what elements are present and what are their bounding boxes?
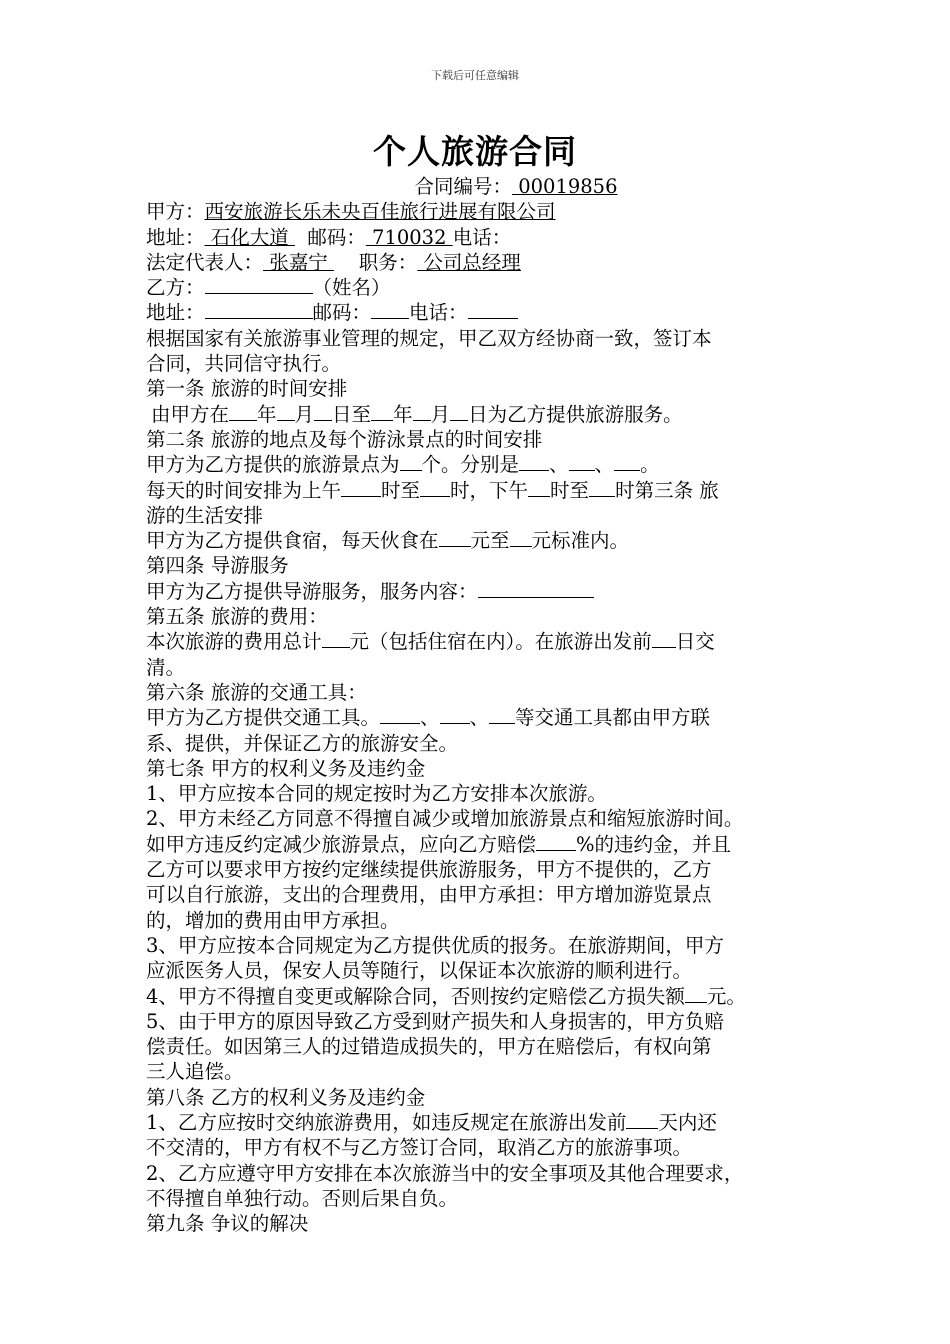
party-a-rep: 张嘉宁 bbox=[263, 250, 334, 274]
blank[interactable] bbox=[589, 478, 615, 497]
article-1-text: 年 bbox=[393, 402, 413, 426]
party-a-address: 石化大道 bbox=[204, 225, 295, 249]
blank[interactable] bbox=[519, 452, 549, 471]
article-2-text: 个。分别是 bbox=[421, 453, 520, 477]
party-b-address-blank[interactable] bbox=[205, 300, 313, 319]
article-2-text: 、 bbox=[594, 453, 615, 477]
article-6-text: 甲方为乙方提供交通工具。 bbox=[146, 706, 381, 730]
blank[interactable] bbox=[626, 1110, 658, 1129]
party-b-postcode-label: 邮码： bbox=[312, 301, 372, 325]
article-8-text: 天内还 bbox=[658, 1110, 717, 1134]
contract-number-line bbox=[146, 174, 826, 199]
article-6-text: 、 bbox=[469, 706, 490, 730]
party-a-address-label: 地址： bbox=[146, 225, 205, 249]
article-4-line bbox=[146, 579, 826, 604]
article-6-text: 、 bbox=[420, 706, 440, 730]
party-b-line bbox=[146, 275, 826, 300]
article-7-text: %的违约金，并且 bbox=[576, 832, 732, 856]
party-a-rep-label: 法定代表人： bbox=[146, 250, 264, 274]
party-b-label: 乙方： bbox=[146, 276, 205, 300]
header-note: 下载后可任意编辑 bbox=[431, 69, 519, 82]
blank[interactable] bbox=[450, 402, 468, 421]
blank[interactable] bbox=[413, 402, 431, 421]
blank[interactable] bbox=[510, 528, 532, 547]
blank[interactable] bbox=[569, 452, 595, 471]
article-8-title: 第八条 乙方的权利义务及违约金 bbox=[146, 1085, 426, 1109]
blank[interactable] bbox=[400, 452, 422, 471]
article-1-title: 第一条 旅游的时间安排 bbox=[146, 377, 348, 401]
article-2-line-2 bbox=[146, 478, 826, 503]
article-7-item: 应派医务人员，保安人员等随行，以保证本次旅游的顺利进行。 bbox=[146, 959, 693, 983]
article-1-line bbox=[146, 402, 826, 427]
article-6-line-1 bbox=[146, 705, 826, 730]
article-7-item: 乙方可以要求甲方按约定继续提供旅游服务，甲方不提供的，乙方 bbox=[146, 858, 712, 882]
article-8-item: 不交清的，甲方有权不与乙方签订合同，取消乙方的旅游事项。 bbox=[146, 1136, 693, 1160]
blank[interactable] bbox=[380, 705, 420, 724]
article-7-item: 3、甲方应按本合同规定为乙方提供优质的报务。在旅游期间，甲方 bbox=[146, 933, 724, 957]
article-2-text: 时第三条 旅 bbox=[615, 478, 719, 502]
article-7-item bbox=[146, 984, 826, 1009]
party-a-name: 西安旅游长乐未央百佳旅行进展有限公司 bbox=[204, 200, 556, 224]
party-b-phone-label: 电话： bbox=[409, 301, 468, 325]
party-b-name-hint: （姓名） bbox=[312, 276, 391, 300]
blank[interactable] bbox=[420, 478, 450, 497]
article-5-text: 元（包括住宿在内）。在旅游出发前 bbox=[349, 630, 652, 654]
party-b-address-line bbox=[146, 300, 826, 325]
blank[interactable] bbox=[439, 528, 471, 547]
article-5-text: 日交 bbox=[675, 630, 715, 654]
article-8-item: 不得擅自单独行动。否则后果自负。 bbox=[146, 1186, 459, 1210]
article-2-text: 每天的时间安排为上午 bbox=[146, 478, 342, 502]
party-a-title-label: 职务： bbox=[358, 250, 418, 274]
article-7-text: 如甲方违反约定减少旅游景点，应向乙方赔偿 bbox=[146, 832, 537, 856]
article-1-text: 年 bbox=[257, 402, 277, 426]
article-7-item bbox=[146, 832, 826, 857]
article-5-line-2: 清。 bbox=[146, 655, 186, 679]
article-3-text: 元标准内。 bbox=[531, 529, 630, 553]
blank[interactable] bbox=[314, 402, 332, 421]
article-3-title: 游的生活安排 bbox=[146, 503, 264, 527]
article-2-text: 时，下午 bbox=[450, 478, 529, 502]
article-7-item: 三人追偿。 bbox=[146, 1060, 244, 1084]
article-7-item: 的，增加的费用由甲方承担。 bbox=[146, 908, 400, 932]
blank[interactable] bbox=[440, 705, 470, 724]
blank[interactable] bbox=[341, 478, 381, 497]
blank[interactable] bbox=[652, 629, 676, 648]
blank[interactable] bbox=[322, 629, 350, 648]
article-7-text: 4、甲方不得擅自变更或解除合同，否则按约定赔偿乙方损失额 bbox=[146, 984, 685, 1008]
article-3-line bbox=[146, 528, 826, 553]
article-3-text: 元至 bbox=[470, 529, 510, 553]
article-7-item: 1、甲方应按本合同的规定按时为乙方安排本次旅游。 bbox=[146, 782, 607, 806]
article-1-text: 日至 bbox=[332, 402, 372, 426]
article-2-text: 时至 bbox=[550, 478, 590, 502]
article-7-item: 5、由于甲方的原因导致乙方受到财产损失和人身损害的，甲方负赔 bbox=[146, 1009, 724, 1033]
blank[interactable] bbox=[229, 402, 257, 421]
article-2-text: 甲方为乙方提供的旅游景点为 bbox=[146, 453, 400, 477]
article-1-text: 由甲方在 bbox=[151, 402, 230, 426]
article-9-title: 第九条 争议的解决 bbox=[146, 1212, 309, 1236]
party-b-address-label: 地址： bbox=[146, 301, 205, 325]
article-7-item: 偿责任。如因第三人的过错造成损失的，甲方在赔偿后，有权向第 bbox=[146, 1035, 712, 1059]
page-title: 个人旅游合同 bbox=[373, 132, 577, 171]
article-6-line-2: 系、提供，并保证乙方的旅游安全。 bbox=[146, 731, 459, 755]
article-2-line-1 bbox=[146, 452, 826, 477]
party-b-name-blank[interactable] bbox=[205, 275, 313, 294]
article-5-text: 本次旅游的费用总计 bbox=[146, 630, 322, 654]
party-a-postcode-label: 邮码： bbox=[307, 225, 366, 249]
party-a-address-line bbox=[146, 225, 826, 250]
article-8-item bbox=[146, 1110, 826, 1135]
party-a-postcode: 710032 bbox=[365, 225, 453, 249]
article-6-text: 等交通工具都由甲方联 bbox=[515, 706, 711, 730]
party-a-line bbox=[146, 199, 826, 224]
blank[interactable] bbox=[536, 832, 576, 851]
article-2-text: 时至 bbox=[381, 478, 421, 502]
article-4-text: 甲方为乙方提供导游服务，服务内容： bbox=[146, 579, 478, 603]
article-5-title: 第五条 旅游的费用： bbox=[146, 605, 328, 629]
party-b-phone-blank[interactable] bbox=[468, 300, 518, 319]
blank[interactable] bbox=[489, 705, 515, 724]
intro-line-2: 合同，共同信守执行。 bbox=[146, 352, 342, 376]
article-7-text: 元。 bbox=[706, 984, 746, 1008]
blank[interactable] bbox=[371, 402, 393, 421]
blank[interactable] bbox=[685, 984, 707, 1003]
article-2-text: 。 bbox=[640, 453, 660, 477]
article-2-title: 第二条 旅游的地点及每个游泳景点的时间安排 bbox=[146, 427, 543, 451]
contract-number-value: 00019856 bbox=[512, 175, 618, 198]
article-1-text: 日为乙方提供旅游服务。 bbox=[468, 402, 683, 426]
article-7-item: 2、甲方未经乙方同意不得擅自减少或增加旅游景点和缩短旅游时间。 bbox=[146, 807, 744, 831]
blank[interactable] bbox=[277, 402, 295, 421]
article-6-title: 第六条 旅游的交通工具： bbox=[146, 680, 367, 704]
article-7-title: 第七条 甲方的权利义务及违约金 bbox=[146, 756, 426, 780]
article-4-title: 第四条 导游服务 bbox=[146, 554, 289, 578]
article-3-text: 甲方为乙方提供食宿，每天伙食在 bbox=[146, 529, 439, 553]
blank[interactable] bbox=[614, 452, 640, 471]
party-b-postcode-blank[interactable] bbox=[371, 300, 409, 319]
blank[interactable] bbox=[528, 478, 550, 497]
contract-number-label: 合同编号： bbox=[414, 175, 513, 198]
contract-body bbox=[146, 174, 826, 1236]
party-a-label: 甲方： bbox=[146, 200, 205, 224]
article-8-text: 1、乙方应按时交纳旅游费用，如违反规定在旅游出发前 bbox=[146, 1110, 627, 1134]
service-content-blank[interactable] bbox=[478, 579, 594, 598]
article-7-item: 可以自行旅游，支出的合理费用，由甲方承担：甲方增加游览景点 bbox=[146, 883, 712, 907]
party-a-title: 公司总经理 bbox=[417, 250, 521, 274]
article-5-line-1 bbox=[146, 629, 826, 654]
article-1-text: 月 bbox=[294, 402, 315, 426]
intro-line-1: 根据国家有关旅游事业管理的规定，甲乙双方经协商一致，签订本 bbox=[146, 326, 712, 350]
party-a-phone-label: 电话： bbox=[452, 225, 512, 249]
party-a-rep-line bbox=[146, 250, 826, 275]
article-2-text: 、 bbox=[549, 453, 569, 477]
article-8-item: 2、乙方应遵守甲方安排在本次旅游当中的安全事项及其他合理要求， bbox=[146, 1161, 744, 1185]
article-1-text: 月 bbox=[430, 402, 451, 426]
